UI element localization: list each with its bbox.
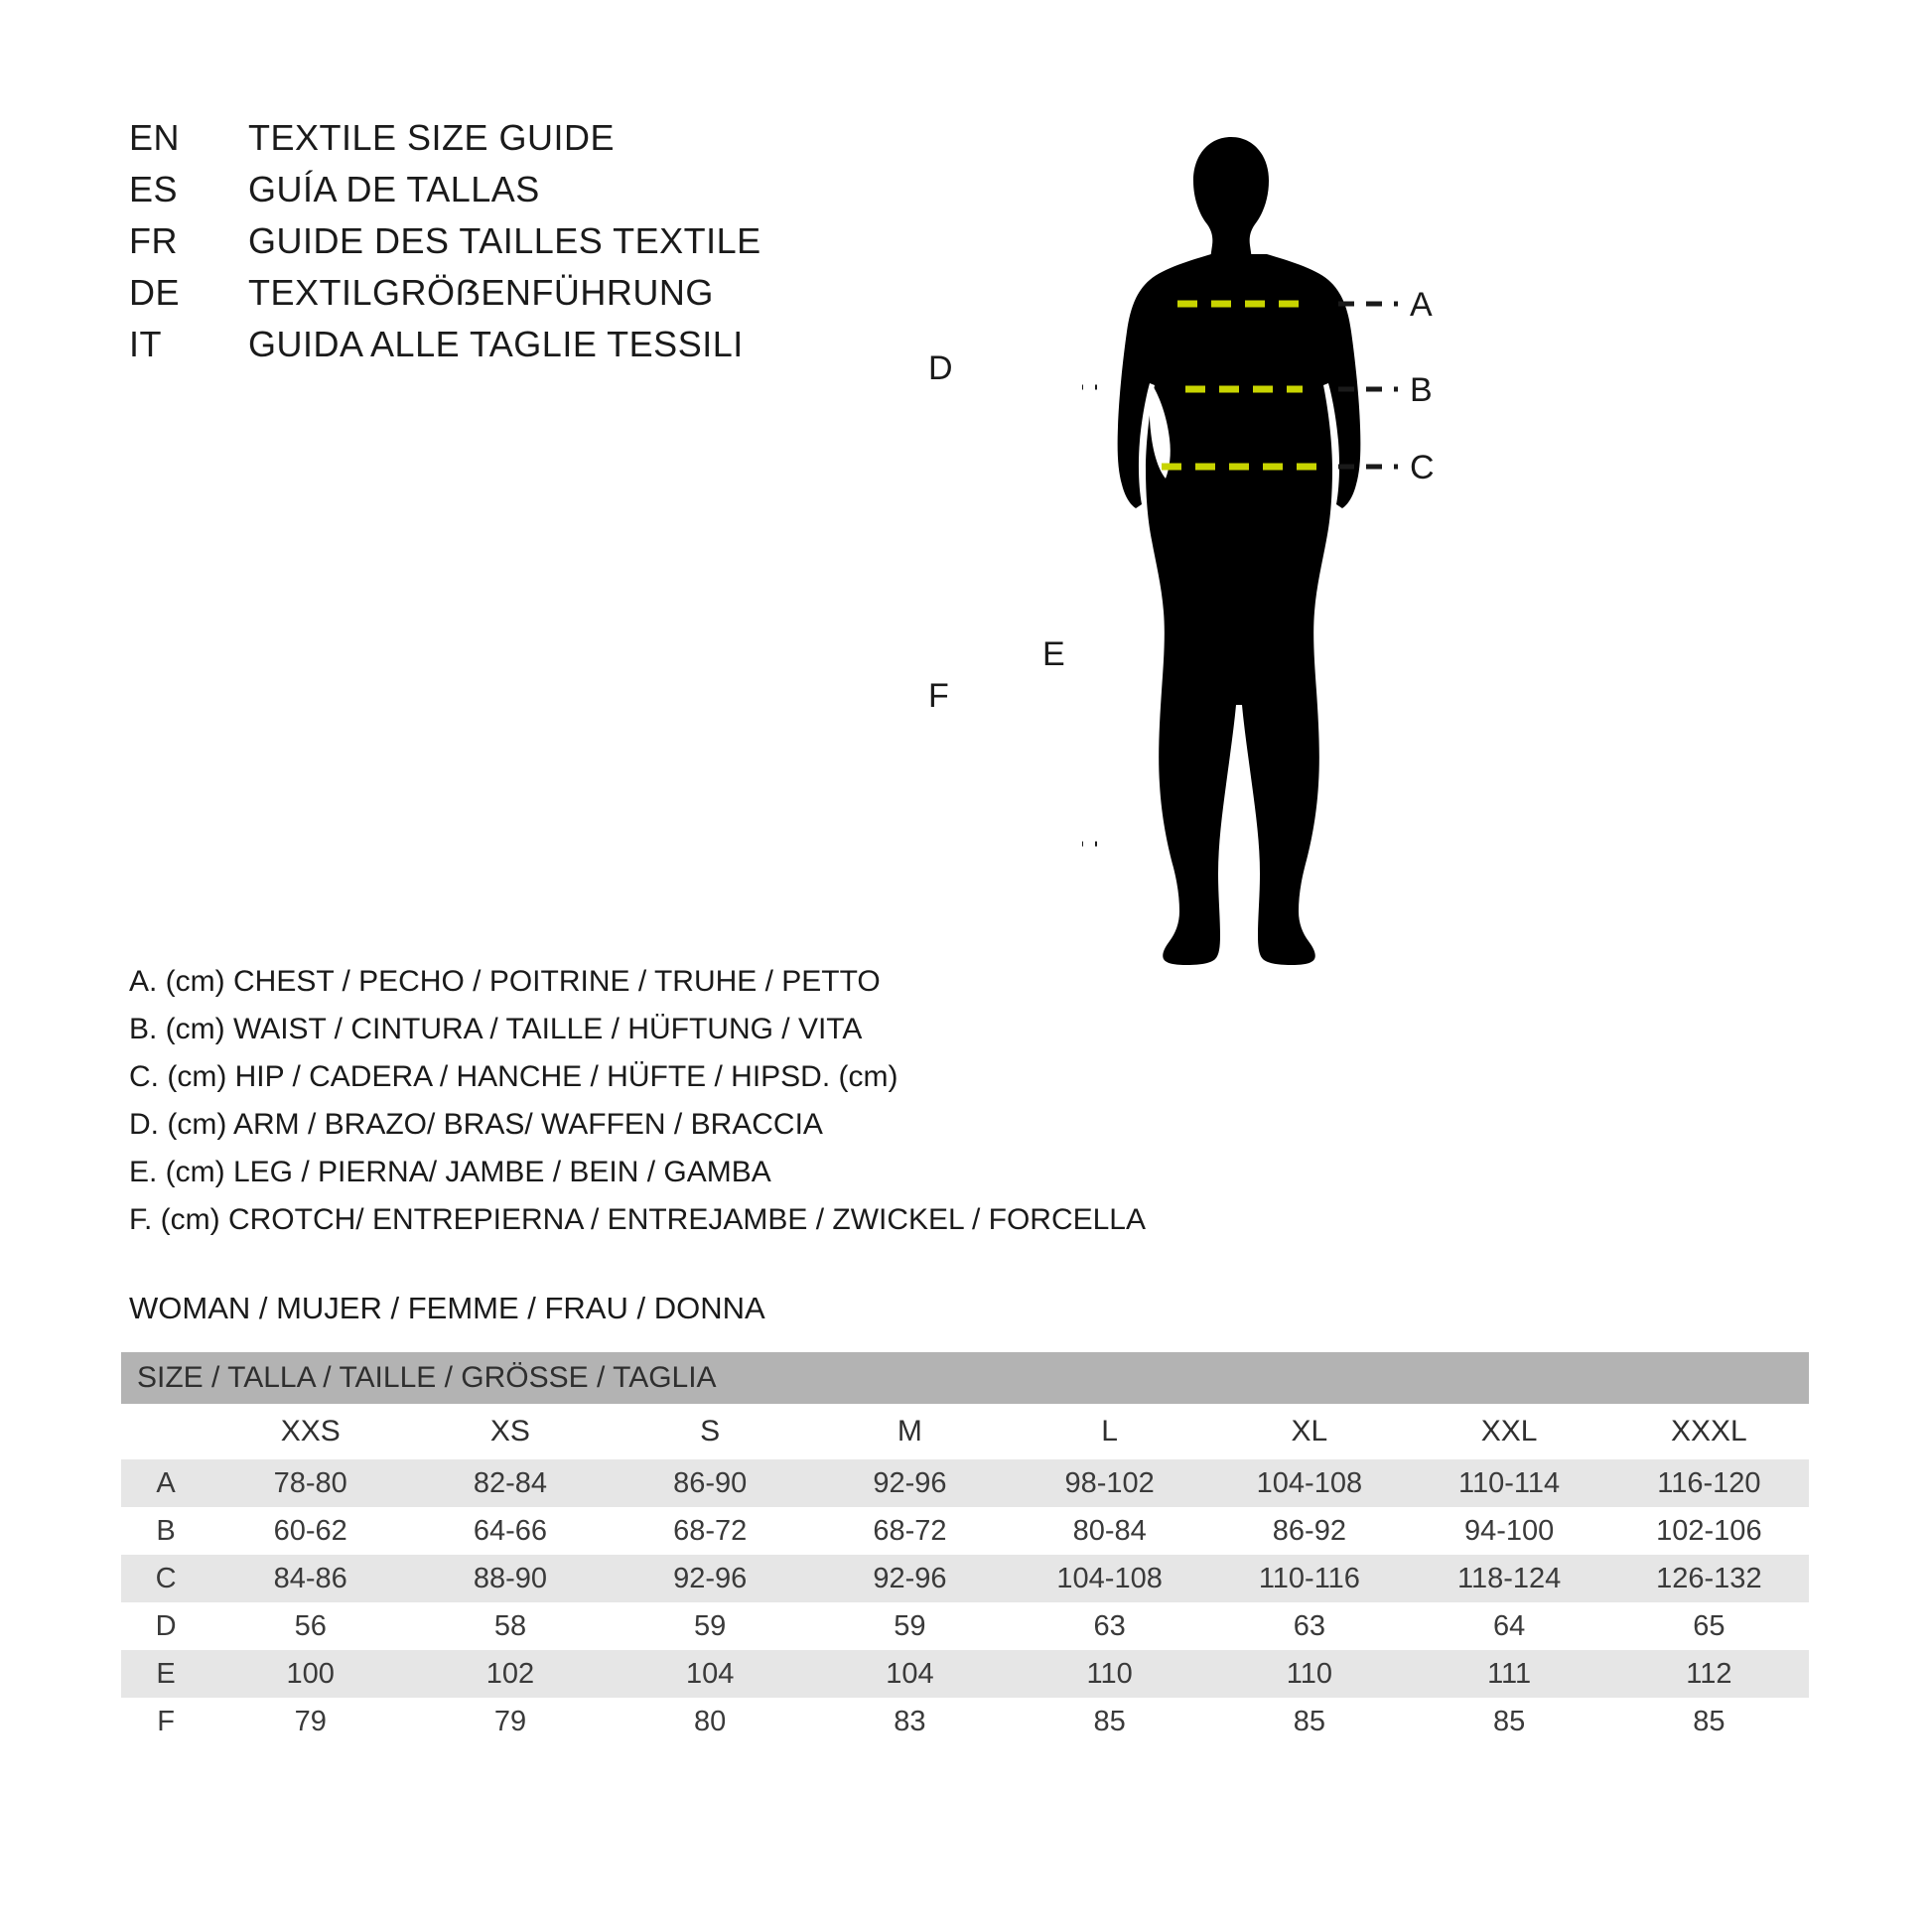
title-lang-it: IT xyxy=(129,324,162,364)
cell-f-xxs: 79 xyxy=(210,1698,410,1745)
cell-a-l: 98-102 xyxy=(1010,1459,1209,1507)
cell-c-m: 92-96 xyxy=(810,1555,1010,1602)
cell-f-l: 85 xyxy=(1010,1698,1209,1745)
cell-f-s: 80 xyxy=(611,1698,810,1745)
size-col-xxs: XXS xyxy=(210,1404,410,1459)
cell-f-xl: 85 xyxy=(1209,1698,1409,1745)
marker-label-c: C xyxy=(1410,449,1435,486)
cell-f-xs: 79 xyxy=(410,1698,610,1745)
legend-item-b: B. (cm) WAIST / CINTURA / TAILLE / HÜFTUNG / VITA xyxy=(129,1013,863,1045)
marker-label-b: B xyxy=(1410,371,1433,409)
legend-item-d: D. (cm) ARM / BRAZO/ BRAS/ WAFFEN / BRACCIA xyxy=(129,1108,823,1141)
cell-b-s: 68-72 xyxy=(611,1507,810,1555)
title-lang-de: DE xyxy=(129,272,181,313)
cell-d-xs: 58 xyxy=(410,1602,610,1650)
size-row-key xyxy=(121,1404,210,1459)
cell-d-xl: 63 xyxy=(1209,1602,1409,1650)
marker-label-a: A xyxy=(1410,286,1433,324)
title-text-fr: GUIDE DES TAILLES TEXTILE xyxy=(248,220,761,261)
cell-e-xs: 102 xyxy=(410,1650,610,1698)
cell-d-xxxl: 65 xyxy=(1609,1602,1809,1650)
cell-b-xs: 64-66 xyxy=(410,1507,610,1555)
row-key-e: E xyxy=(121,1650,210,1698)
size-col-m: M xyxy=(810,1404,1010,1459)
cell-d-xxl: 64 xyxy=(1410,1602,1609,1650)
cell-e-xxs: 100 xyxy=(210,1650,410,1698)
legend-item-e: E. (cm) LEG / PIERNA/ JAMBE / BEIN / GAMBA xyxy=(129,1156,771,1188)
table-row xyxy=(121,1555,1809,1602)
cell-a-xxl: 110-114 xyxy=(1410,1459,1609,1507)
size-col-xs: XS xyxy=(410,1404,610,1459)
cell-c-l: 104-108 xyxy=(1010,1555,1209,1602)
row-key-b: B xyxy=(121,1507,210,1555)
marker-label-d: D xyxy=(928,349,953,387)
cell-f-xxl: 85 xyxy=(1410,1698,1609,1745)
legend-item-c: C. (cm) HIP / CADERA / HANCHE / HÜFTE / HIPSD. (cm) xyxy=(129,1060,898,1093)
marker-label-f: F xyxy=(928,677,949,715)
size-col-xl: XL xyxy=(1209,1404,1409,1459)
cell-c-xxl: 118-124 xyxy=(1410,1555,1609,1602)
cell-e-xxl: 111 xyxy=(1410,1650,1609,1698)
table-row xyxy=(121,1602,1809,1650)
title-lang-es: ES xyxy=(129,169,179,209)
cell-f-xxxl: 85 xyxy=(1609,1698,1809,1745)
table-header-row xyxy=(121,1352,1809,1404)
cell-e-l: 110 xyxy=(1010,1650,1209,1698)
cell-c-s: 92-96 xyxy=(611,1555,810,1602)
cell-d-l: 63 xyxy=(1010,1602,1209,1650)
row-key-c: C xyxy=(121,1555,210,1602)
cell-b-m: 68-72 xyxy=(810,1507,1010,1555)
cell-d-xxs: 56 xyxy=(210,1602,410,1650)
title-row-en xyxy=(129,117,761,169)
cell-f-m: 83 xyxy=(810,1698,1010,1745)
row-key-f: F xyxy=(121,1698,210,1745)
size-col-xxl: XXL xyxy=(1410,1404,1609,1459)
cell-a-s: 86-90 xyxy=(611,1459,810,1507)
table-row xyxy=(121,1698,1809,1745)
female-silhouette-shape xyxy=(1118,137,1361,1019)
cell-e-xl: 110 xyxy=(1209,1650,1409,1698)
table-row xyxy=(121,1507,1809,1555)
cell-c-xs: 88-90 xyxy=(410,1555,610,1602)
measurement-legend xyxy=(129,958,1146,1244)
title-block xyxy=(129,117,761,375)
title-text-en: TEXTILE SIZE GUIDE xyxy=(248,117,616,158)
title-row-it xyxy=(129,324,761,375)
cell-e-m: 104 xyxy=(810,1650,1010,1698)
leg-dimension-bracket xyxy=(1082,387,1097,844)
title-text-es: GUÍA DE TALLAS xyxy=(248,169,540,209)
cell-b-xxl: 94-100 xyxy=(1410,1507,1609,1555)
title-text-it: GUIDA ALLE TAGLIE TESSILI xyxy=(248,324,744,364)
legend-item-a: A. (cm) CHEST / PECHO / POITRINE / TRUHE / PETTO xyxy=(129,965,881,998)
size-col-l: L xyxy=(1010,1404,1209,1459)
table-header-label: SIZE / TALLA / TAILLE / GRÖSSE / TAGLIA xyxy=(121,1352,1809,1404)
category-label: WOMAN / MUJER / FEMME / FRAU / DONNA xyxy=(129,1291,765,1325)
title-lang-en: EN xyxy=(129,117,181,158)
cell-b-xxs: 60-62 xyxy=(210,1507,410,1555)
cell-e-xxxl: 112 xyxy=(1609,1650,1809,1698)
cell-a-xl: 104-108 xyxy=(1209,1459,1409,1507)
row-key-a: A xyxy=(121,1459,210,1507)
cell-b-xl: 86-92 xyxy=(1209,1507,1409,1555)
title-text-de: TEXTILGRÖẞENFÜHRUNG xyxy=(248,272,714,313)
row-key-d: D xyxy=(121,1602,210,1650)
size-col-s: S xyxy=(611,1404,810,1459)
size-table xyxy=(121,1352,1809,1745)
size-table-wrap xyxy=(121,1352,1809,1745)
title-lang-fr: FR xyxy=(129,220,178,261)
title-row-de xyxy=(129,272,761,324)
body-measurement-figure xyxy=(928,60,1932,1281)
cell-b-l: 80-84 xyxy=(1010,1507,1209,1555)
table-size-row xyxy=(121,1404,1809,1459)
cell-c-xl: 110-116 xyxy=(1209,1555,1409,1602)
cell-e-s: 104 xyxy=(611,1650,810,1698)
legend-item-f: F. (cm) CROTCH/ ENTREPIERNA / ENTREJAMBE / ZWICKEL / FORCELLA xyxy=(129,1203,1146,1236)
cell-c-xxxl: 126-132 xyxy=(1609,1555,1809,1602)
cell-d-s: 59 xyxy=(611,1602,810,1650)
table-row xyxy=(121,1459,1809,1507)
title-row-fr xyxy=(129,220,761,272)
cell-d-m: 59 xyxy=(810,1602,1010,1650)
cell-a-xxxl: 116-120 xyxy=(1609,1459,1809,1507)
marker-label-e: E xyxy=(1042,635,1065,673)
cell-b-xxxl: 102-106 xyxy=(1609,1507,1809,1555)
cell-a-xxs: 78-80 xyxy=(210,1459,410,1507)
cell-a-xs: 82-84 xyxy=(410,1459,610,1507)
cell-c-xxs: 84-86 xyxy=(210,1555,410,1602)
cell-a-m: 92-96 xyxy=(810,1459,1010,1507)
table-row xyxy=(121,1650,1809,1698)
size-col-xxxl: XXXL xyxy=(1609,1404,1809,1459)
silhouette-svg xyxy=(1082,60,1932,1281)
title-row-es xyxy=(129,169,761,220)
